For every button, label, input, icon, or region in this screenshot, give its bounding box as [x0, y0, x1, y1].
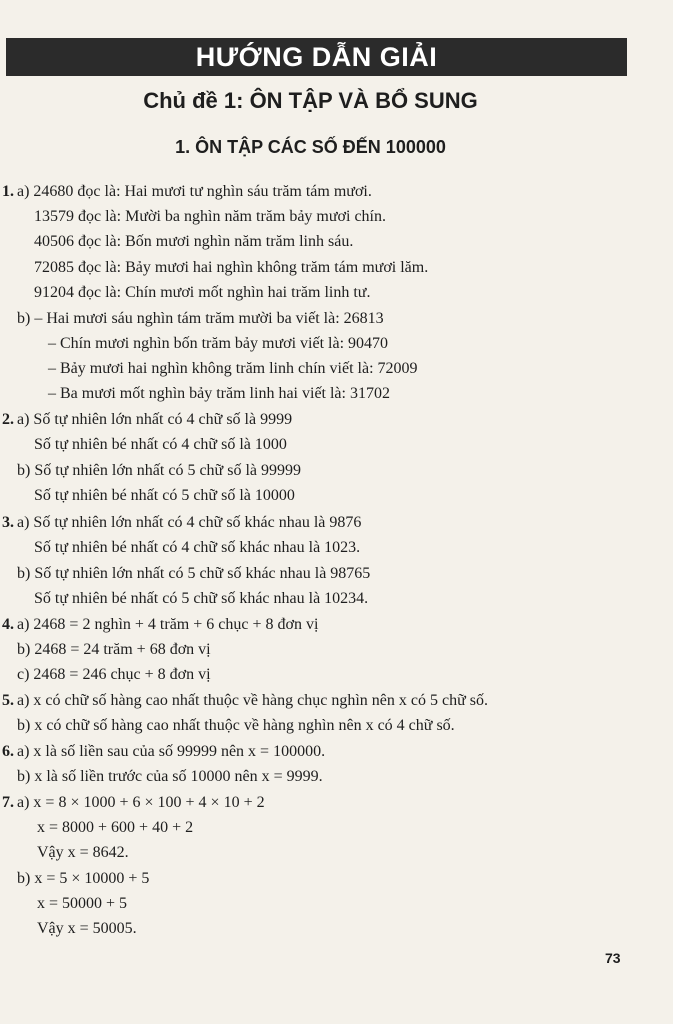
exercise-2-line: a) Số tự nhiên lớn nhất có 4 chữ số là 9999: [17, 411, 293, 428]
exercise-3-line: b) Số tự nhiên lớn nhất có 5 chữ số khác nhau là 98765: [17, 565, 371, 582]
exercise-1-line: b) – Hai mươi sáu nghìn tám trăm mười ba viết là: 26813: [17, 310, 384, 327]
exercise-1-line: 13579 đọc là: Mười ba nghìn năm trăm bảy mươi chín.: [34, 208, 386, 225]
section-banner: HƯỚNG DẪN GIẢI: [6, 38, 627, 76]
exercise-4-line: a) 2468 = 2 nghìn + 4 trăm + 6 chục + 8 đơn vị: [17, 616, 319, 633]
exercise-7-line: Vậy x = 50005.: [37, 920, 137, 937]
exercise-3-line: Số tự nhiên bé nhất có 4 chữ số khác nhau là 1023.: [34, 539, 361, 556]
exercise-7-line: b) x = 5 × 10000 + 5: [17, 870, 150, 887]
exercise-1-line: 40506 đọc là: Bốn mươi nghìn năm trăm linh sáu.: [34, 233, 354, 250]
exercise-1-line: 72085 đọc là: Bảy mươi hai nghìn không trăm tám mươi lăm.: [34, 259, 429, 276]
exercise-5-line: b) x có chữ số hàng cao nhất thuộc về hàng nghìn nên x có 4 chữ số.: [17, 717, 455, 734]
exercise-5-number: 5.: [2, 692, 14, 709]
exercise-5-line: a) x có chữ số hàng cao nhất thuộc về hàng chục nghìn nên x có 5 chữ số.: [17, 692, 488, 709]
exercise-1-line: 91204 đọc là: Chín mươi mốt nghìn hai trăm linh tư.: [34, 284, 371, 301]
exercise-2-line: Số tự nhiên bé nhất có 5 chữ số là 10000: [34, 487, 295, 504]
exercise-7-line: x = 8000 + 600 + 40 + 2: [37, 819, 194, 836]
topic-title: Chủ đề 1: ÔN TẬP VÀ BỔ SUNG: [143, 88, 478, 113]
exercise-4-number: 4.: [2, 616, 14, 633]
lesson-title: 1. ÔN TẬP CÁC SỐ ĐẾN 100000: [175, 137, 446, 157]
exercise-1-line: a) 24680 đọc là: Hai mươi tư nghìn sáu trăm tám mươi.: [17, 183, 372, 200]
exercise-4-line: b) 2468 = 24 trăm + 68 đơn vị: [17, 641, 211, 658]
page-number: 73: [605, 950, 621, 966]
exercise-3-line: a) Số tự nhiên lớn nhất có 4 chữ số khác nhau là 9876: [17, 514, 362, 531]
exercise-1-line: – Ba mươi mốt nghìn bảy trăm linh hai viết là: 31702: [48, 385, 390, 402]
exercise-2-line: Số tự nhiên bé nhất có 4 chữ số là 1000: [34, 436, 287, 453]
exercise-2-line: b) Số tự nhiên lớn nhất có 5 chữ số là 99999: [17, 462, 301, 479]
exercise-7-number: 7.: [2, 794, 14, 811]
exercise-6-number: 6.: [2, 743, 14, 760]
exercise-3-line: Số tự nhiên bé nhất có 5 chữ số khác nhau là 10234.: [34, 590, 369, 607]
exercise-4-line: c) 2468 = 246 chục + 8 đơn vị: [17, 666, 211, 683]
exercise-6-line: a) x là số liền sau của số 99999 nên x = 100000.: [17, 743, 326, 760]
exercise-1-line: – Bảy mươi hai nghìn không trăm linh chín viết là: 72009: [48, 360, 418, 377]
exercise-7-line: a) x = 8 × 1000 + 6 × 100 + 4 × 10 + 2: [17, 794, 265, 811]
exercise-7-line: Vậy x = 8642.: [37, 844, 129, 861]
exercise-3-number: 3.: [2, 514, 14, 531]
exercise-1-number: 1.: [2, 183, 14, 200]
exercise-7-line: x = 50000 + 5: [37, 895, 128, 912]
exercise-1-line: – Chín mươi nghìn bốn trăm bảy mươi viết là: 90470: [48, 335, 389, 352]
exercise-6-line: b) x là số liền trước của số 10000 nên x = 9999.: [17, 768, 323, 785]
exercise-2-number: 2.: [2, 411, 14, 428]
